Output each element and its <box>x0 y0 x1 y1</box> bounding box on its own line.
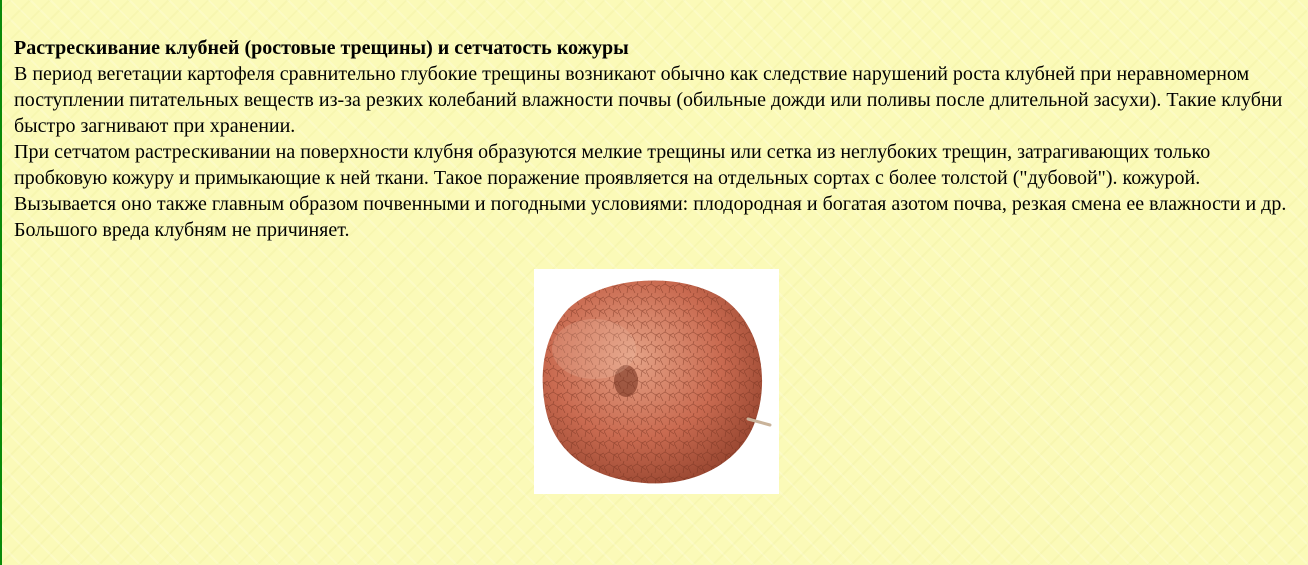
article-paragraph-2: При сетчатом растрескивании на поверхности клубня образуются мелкие трещины или сетка из неглубоких трещин, затрагивающих только пробковую кожуру и примыкающие к ней ткани. Такое поражение проявляется на отдельных сортах с более толстой ("дубовой"). кожурой. Вызывается оно также главным образом почвенными и погодными условиями: плодородная и богатая азотом почва, резкая смена ее влажности и др. Большого вреда клубням не причиняет. <box>14 141 1287 241</box>
cracked-tuber-image <box>534 269 779 494</box>
article-title: Растрескивание клубней (ростовые трещины) и сетчатость кожуры <box>14 37 629 59</box>
article <box>14 35 1300 243</box>
potato-tuber-illustration <box>534 269 779 494</box>
left-border-rule <box>0 0 2 565</box>
article-paragraph-1: В период вегетации картофеля сравнительно глубокие трещины возникают обычно как следствие нарушений роста клубней при неравномерном поступлении питательных веществ из-за резких колебаний влажности почвы (обильные дожди или поливы после длительной засухи). Такие клубни быстро загнивают при хранении. <box>14 63 1283 137</box>
